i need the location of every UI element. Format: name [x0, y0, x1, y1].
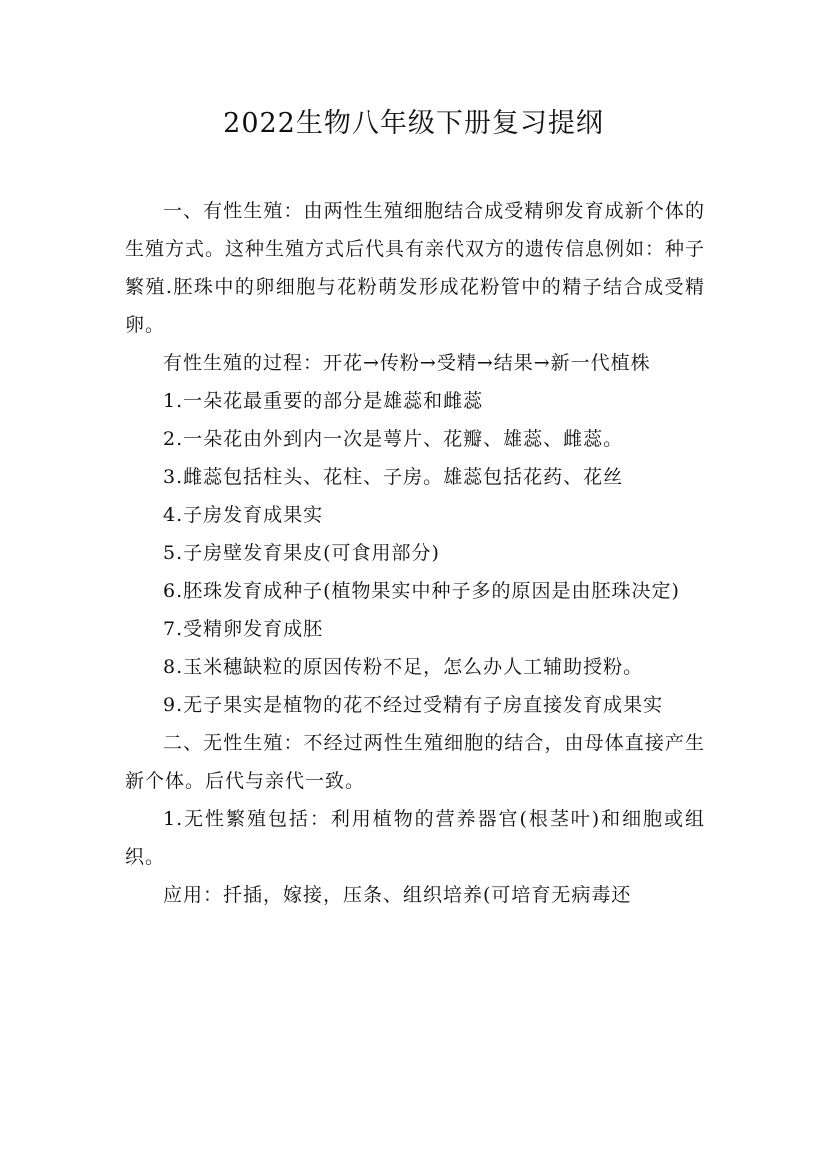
document-body [125, 192, 705, 914]
paragraph-application: 应用：扦插，嫁接，压条、组织培养(可培育无病毒还 [163, 884, 632, 906]
list-item: 9.无子果实是植物的花不经过受精有子房直接发育成果实 [163, 694, 664, 716]
paragraph-asexual-reproduction: 二、无性生殖：不经过两性生殖细胞的结合，由母体直接产生新个体。后代与亲代一致。 [125, 732, 705, 792]
list-item: 2.一朵花由外到内一次是萼片、花瓣、雄蕊、雌蕊。 [163, 428, 624, 450]
list-item: 1.一朵花最重要的部分是雄蕊和雌蕊 [163, 390, 484, 412]
list-item: 3.雌蕊包括柱头、花柱、子房。雄蕊包括花药、花丝 [163, 466, 624, 488]
list-item: 8.玉米穗缺粒的原因传粉不足，怎么办人工辅助授粉。 [163, 656, 644, 678]
list-item: 7.受精卵发育成胚 [163, 618, 324, 640]
list-item: 5.子房壁发育果皮(可食用部分) [163, 542, 440, 564]
paragraph-sexual-process: 有性生殖的过程：开花→传粉→受精→结果→新一代植株 [163, 352, 651, 374]
list-item: 1.无性繁殖包括：利用植物的营养器官(根茎叶)和细胞或组织。 [125, 808, 705, 868]
paragraph-sexual-reproduction: 一、有性生殖：由两性生殖细胞结合成受精卵发育成新个体的生殖方式。这种生殖方式后代具有亲代双方的遗传信息例如：种子繁殖.胚珠中的卵细胞与花粉萌发形成花粉管中的精子结合成受精卵。 [125, 200, 706, 336]
list-item: 4.子房发育成果实 [163, 504, 324, 526]
list-item: 6.胚珠发育成种子(植物果实中种子多的原因是由胚珠决定) [163, 580, 680, 602]
page-title: 2022生物八年级下册复习提纲 [223, 108, 604, 139]
